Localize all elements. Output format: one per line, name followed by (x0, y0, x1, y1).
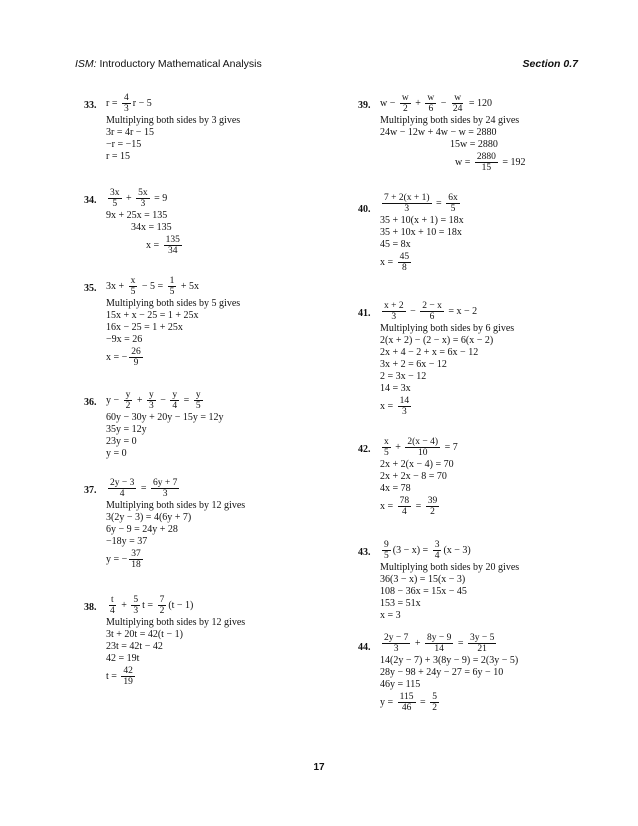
problem-42 (358, 436, 608, 518)
fraction (405, 437, 440, 458)
fraction (382, 540, 391, 561)
eq-text: + (392, 441, 404, 453)
step-line: 14 = 3x (380, 383, 411, 394)
step-line: 15w = 2880 (450, 139, 498, 150)
numerator: 2 − x (422, 301, 442, 311)
eq-text: (x − 3) (443, 544, 471, 556)
eq-text: r = (106, 97, 120, 109)
step-line: Multiplying both sides by 12 gives (106, 500, 246, 511)
problem-38 (84, 594, 334, 688)
numerator: 45 (399, 252, 410, 262)
denominator: 19 (123, 677, 133, 687)
section-label: Section 0.7 (522, 58, 578, 70)
fraction (129, 276, 138, 297)
numerator: 135 (165, 235, 180, 245)
step-line: 3t + 20t = 42(t − 1) (106, 629, 183, 640)
problem-number: 43. (358, 547, 371, 558)
problem-equation (380, 193, 608, 214)
fraction (398, 396, 412, 417)
denominator: 3 (162, 489, 168, 499)
denominator: 46 (401, 703, 412, 713)
step-line: 16x − 25 = 1 + 25x (106, 322, 183, 333)
eq-text: = (413, 500, 424, 512)
solution (106, 666, 334, 687)
fraction (446, 193, 460, 214)
step-line: −9x = 26 (106, 334, 143, 345)
step-line: 45 = 8x (380, 239, 411, 250)
fraction (382, 437, 391, 458)
eq-text: w = (455, 156, 473, 168)
denominator: 3 (140, 199, 146, 209)
fraction (426, 496, 440, 517)
eq-text: + (134, 394, 146, 406)
denominator: 4 (119, 489, 125, 499)
denominator: 8 (402, 263, 407, 273)
fraction (194, 390, 203, 411)
eq-text: = (417, 696, 429, 708)
denominator: 2 (159, 606, 165, 616)
step-line: 34x = 135 (131, 222, 172, 233)
fraction (475, 152, 498, 173)
numerator: w (401, 93, 409, 103)
eq-text: (3 − x) = (392, 544, 431, 556)
fraction (425, 633, 453, 654)
problem-equation (380, 301, 608, 322)
denominator: 14 (434, 644, 444, 654)
problem-equation (380, 540, 608, 561)
problem-equation (106, 390, 334, 411)
eq-text: + 5x (178, 280, 200, 292)
problem-equation (106, 93, 334, 114)
numerator: 42 (123, 666, 133, 676)
step-line: 3(2y − 3) = 4(6y + 7) (106, 512, 192, 523)
step-line: 3x + 2 = 6x − 12 (380, 359, 447, 370)
eq-text: x = (380, 500, 396, 512)
problem-39 (358, 92, 608, 174)
fraction (122, 93, 131, 114)
step-line: 2(x + 2) − (2 − x) = 6(x − 2) (380, 335, 494, 346)
numerator: 2y − 7 (384, 633, 409, 643)
problem-number: 39. (358, 100, 371, 111)
denominator: 2 (125, 401, 131, 411)
problem-33 (84, 92, 334, 163)
problem-number: 36. (84, 397, 97, 408)
eq-text: w − (380, 97, 398, 109)
solution (106, 549, 334, 570)
step-line: 15x + x − 25 = 1 + 25x (106, 310, 199, 321)
numerator: y (195, 390, 201, 400)
numerator: 1 (169, 276, 175, 286)
problem-equation (106, 188, 334, 209)
problem-40 (358, 192, 608, 274)
denominator: 5 (195, 401, 201, 411)
denominator: 4 (434, 551, 440, 561)
eq-text: = 9 (151, 192, 168, 204)
fraction (433, 540, 442, 561)
eq-text: = (138, 482, 149, 494)
fraction (147, 390, 156, 411)
fraction (398, 496, 412, 517)
step-line: x = 3 (380, 610, 401, 621)
step-line: −r = −15 (106, 139, 142, 150)
denominator: 15 (481, 163, 492, 173)
fraction (151, 478, 179, 499)
numerator: 6y + 7 (153, 478, 178, 488)
numerator: w (454, 93, 462, 103)
problem-number: 35. (84, 283, 97, 294)
denominator: 3 (393, 644, 399, 654)
numerator: y (149, 390, 154, 400)
eq-text: − 5 = (139, 280, 166, 292)
step-line: 46y = 115 (380, 679, 421, 690)
numerator: 26 (131, 347, 141, 357)
denominator: 5 (384, 551, 389, 561)
step-line: 24w − 12w + 4w − w = 2880 (380, 127, 497, 138)
numerator: 8y − 9 (427, 633, 452, 643)
problem-equation (106, 595, 334, 616)
step-line: 3r = 4r − 15 (106, 127, 154, 138)
fraction (451, 93, 465, 114)
step-line: 35y = 12y (106, 424, 147, 435)
problem-equation (380, 633, 608, 654)
step-line: Multiplying both sides by 3 gives (106, 115, 241, 126)
fraction (124, 390, 133, 411)
numerator: 3x (110, 188, 120, 198)
fraction (129, 549, 143, 570)
eq-text: t = (106, 670, 120, 682)
problem-41 (358, 300, 608, 418)
eq-text: x = (380, 400, 396, 412)
solution (106, 235, 334, 256)
step-line: Multiplying both sides by 5 gives (106, 298, 241, 309)
eq-text: y = (380, 696, 396, 708)
numerator: 9 (384, 540, 389, 550)
step-line: 23y = 0 (106, 436, 137, 447)
eq-text: + (412, 637, 423, 649)
numerator: 2(x − 4) (407, 437, 439, 447)
numerator: 14 (399, 396, 410, 406)
step-line: 2 = 3x − 12 (380, 371, 427, 382)
problem-number: 34. (84, 195, 97, 206)
numerator: 2y − 3 (110, 478, 135, 488)
eq-text: − (157, 394, 169, 406)
numerator: 78 (399, 496, 410, 506)
solution (380, 692, 608, 713)
step-line: 23t = 42t − 42 (106, 641, 163, 652)
numerator: x (384, 437, 389, 447)
fraction (129, 347, 143, 368)
fraction (400, 93, 411, 114)
numerator: 6x (448, 193, 458, 203)
eq-text: + (118, 599, 130, 611)
numerator: t (111, 595, 114, 605)
running-header-left (75, 58, 262, 70)
problem-35 (84, 275, 334, 369)
eq-text: = 120 (466, 97, 493, 109)
problem-number: 33. (84, 100, 97, 111)
eq-text: = 192 (499, 156, 526, 168)
step-line: 2x + 4 − 2 + x = 6x − 12 (380, 347, 479, 358)
eq-text: + (123, 192, 135, 204)
numerator: 39 (427, 496, 438, 506)
numerator: y (125, 390, 131, 400)
numerator: 3 (434, 540, 440, 550)
book-title: Introductory Mathematical Analysis (96, 58, 262, 70)
step-line: 42 = 19t (106, 653, 140, 664)
fraction (398, 252, 412, 273)
step-line: 2x + 2x − 8 = 70 (380, 471, 447, 482)
solution (380, 396, 608, 417)
denominator: 5 (130, 287, 136, 297)
fraction (170, 390, 179, 411)
problem-number: 40. (358, 204, 371, 215)
denominator: 2 (402, 104, 408, 114)
fraction (168, 276, 177, 297)
step-line: 14(2y − 7) + 3(8y − 9) = 2(3y − 5) (380, 655, 519, 666)
fraction (108, 595, 117, 616)
solution (380, 496, 608, 517)
fraction (136, 188, 150, 209)
numerator: 3y − 5 (470, 633, 495, 643)
fraction (382, 193, 432, 214)
eq-text: r − 5 (132, 97, 152, 109)
step-line: 60y − 30y + 20y − 15y = 12y (106, 412, 224, 423)
eq-text: x = − (106, 351, 128, 363)
denominator: 9 (133, 358, 139, 368)
eq-text: = (181, 394, 192, 406)
denominator: 4 (402, 507, 407, 517)
problem-37 (84, 477, 334, 571)
denominator: 6 (429, 312, 435, 322)
fraction (398, 692, 416, 713)
denominator: 34 (168, 246, 178, 256)
step-line: Multiplying both sides by 20 gives (380, 562, 520, 573)
denominator: 3 (404, 204, 410, 214)
denominator: 21 (477, 644, 487, 654)
numerator: y (172, 390, 178, 400)
numerator: 2880 (476, 152, 496, 162)
fraction (468, 633, 496, 654)
problem-equation (380, 93, 608, 114)
solution (380, 252, 608, 273)
step-line: 4x = 78 (380, 483, 411, 494)
fraction (164, 235, 182, 256)
step-line: Multiplying both sides by 6 gives (380, 323, 515, 334)
step-line: 35 + 10x + 10 = 18x (380, 227, 462, 238)
eq-text: − (438, 97, 449, 109)
denominator: 5 (169, 287, 175, 297)
denominator: 18 (131, 560, 141, 570)
denominator: 3 (133, 606, 139, 616)
problem-44 (358, 632, 608, 714)
numerator: 7 (159, 595, 165, 605)
denominator: 3 (149, 401, 154, 411)
problem-43 (358, 539, 608, 622)
problem-34 (84, 187, 334, 257)
step-line: 108 − 36x = 15x − 45 (380, 586, 467, 597)
fraction (382, 633, 410, 654)
eq-text: = (455, 637, 466, 649)
fraction (382, 301, 406, 322)
numerator: 5 (432, 692, 437, 702)
numerator: 7 + 2(x + 1) (384, 193, 430, 203)
denominator: 10 (417, 448, 428, 458)
problem-number: 41. (358, 308, 371, 319)
book-abbrev: ISM: (75, 58, 97, 70)
denominator: 4 (172, 401, 178, 411)
denominator: 24 (452, 104, 463, 114)
denominator: 5 (112, 199, 118, 209)
denominator: 6 (428, 104, 434, 114)
fraction (108, 478, 136, 499)
fraction (131, 595, 140, 616)
eq-text: t = (142, 599, 156, 611)
step-line: r = 15 (106, 151, 130, 162)
fraction (425, 93, 436, 114)
denominator: 5 (384, 448, 389, 458)
problem-equation (380, 437, 608, 458)
problem-36 (84, 389, 334, 460)
denominator: 2 (432, 703, 437, 713)
denominator: 3 (402, 407, 407, 417)
solution (380, 152, 608, 173)
eq-text: − (407, 305, 419, 317)
step-line: 36(3 − x) = 15(x − 3) (380, 574, 466, 585)
fraction (121, 666, 135, 687)
step-line: 28y − 98 + 24y − 27 = 6y − 10 (380, 667, 504, 678)
page-number: 17 (313, 762, 325, 773)
step-line: 35 + 10(x + 1) = 18x (380, 215, 464, 226)
solution (106, 347, 334, 368)
numerator: x + 2 (384, 301, 404, 311)
numerator: 5x (138, 188, 148, 198)
eq-text: 3x + (106, 280, 127, 292)
eq-text: + (412, 97, 424, 109)
step-line: 2x + 2(x − 4) = 70 (380, 459, 454, 470)
step-line: −18y = 37 (106, 536, 148, 547)
eq-text: = (433, 197, 445, 209)
eq-text: x = (146, 239, 162, 251)
fraction (430, 692, 439, 713)
problem-equation (106, 478, 334, 499)
numerator: 5 (133, 595, 139, 605)
step-line: y = 0 (106, 448, 127, 459)
numerator: w (427, 93, 435, 103)
eq-text: x = (380, 256, 396, 268)
denominator: 3 (391, 312, 397, 322)
denominator: 2 (430, 507, 435, 517)
problem-number: 38. (84, 602, 97, 613)
fraction (158, 595, 167, 616)
step-line: Multiplying both sides by 24 gives (380, 115, 520, 126)
eq-text: y = − (106, 553, 128, 565)
denominator: 3 (123, 104, 129, 114)
step-line: 153 = 51x (380, 598, 421, 609)
problem-number: 37. (84, 485, 97, 496)
eq-text: (t − 1) (168, 599, 194, 611)
fraction (420, 301, 444, 322)
eq-text: y − (106, 394, 122, 406)
step-line: Multiplying both sides by 12 gives (106, 617, 246, 628)
numerator: x (130, 276, 136, 286)
problem-number: 44. (358, 642, 371, 653)
numerator: 4 (123, 93, 129, 103)
numerator: 115 (399, 692, 414, 702)
step-line: 6y − 9 = 24y + 28 (106, 524, 178, 535)
fraction (108, 188, 122, 209)
problem-equation (106, 276, 334, 297)
problem-number: 42. (358, 444, 371, 455)
denominator: 4 (110, 606, 115, 616)
eq-text: = x − 2 (445, 305, 478, 317)
numerator: 37 (131, 549, 141, 559)
denominator: 5 (450, 204, 456, 214)
step-line: 9x + 25x = 135 (106, 210, 168, 221)
eq-text: = 7 (442, 441, 458, 453)
